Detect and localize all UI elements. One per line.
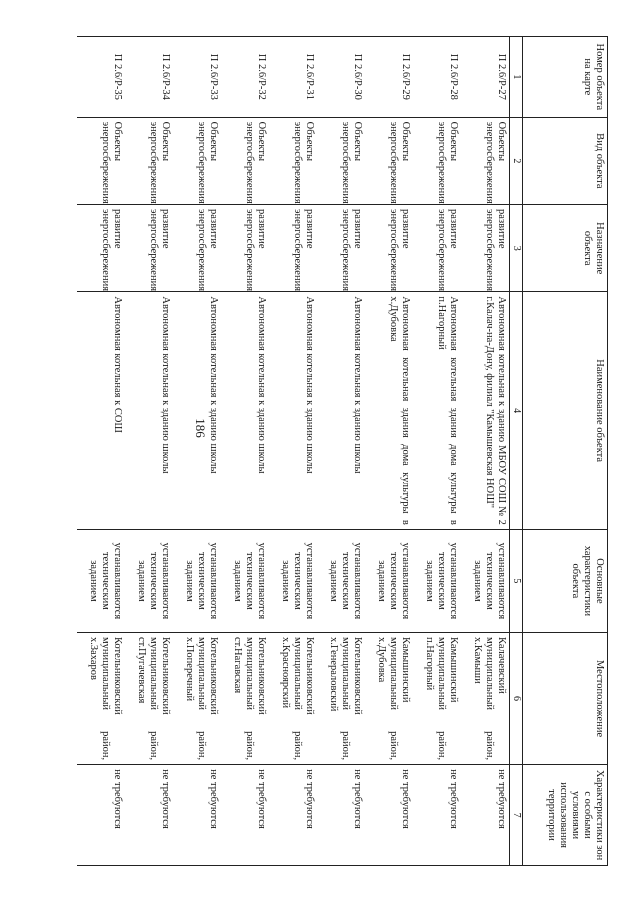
column-number: 2	[510, 117, 523, 204]
cell-type: Объекты энергосбережения	[222, 117, 270, 204]
cell-id: П 2.6/Р-29	[366, 37, 414, 118]
cell-location: Камышинский муниципальный район, п.Нагорный	[414, 632, 462, 764]
table-row	[414, 37, 462, 866]
objects-table	[78, 36, 609, 866]
column-number: 3	[510, 205, 523, 292]
cell-id: П 2.6/Р-35	[78, 37, 126, 118]
cell-name: Автономная котельная к зданию школы	[222, 292, 270, 529]
cell-name: Автономная котельная здания дома культуры в п.Нагорный	[414, 292, 462, 529]
cell-type: Объекты энергосбережения	[126, 117, 174, 204]
cell-id: П 2.6/Р-34	[126, 37, 174, 118]
cell-characteristics: устанавливаются техническим заданием	[462, 529, 511, 632]
cell-characteristics: устанавливаются техническим заданием	[366, 529, 414, 632]
cell-location: Котельниковский муниципальный район, х.Красноярский	[270, 632, 318, 764]
header-location: Местоположение	[523, 632, 608, 764]
cell-type: Объекты энергосбережения	[78, 117, 126, 204]
cell-characteristics: устанавливаются техническим заданием	[222, 529, 270, 632]
header-type: Вид объекта	[523, 117, 608, 204]
cell-name: Автономная котельная к зданию школы	[126, 292, 174, 529]
cell-purpose: развитие энергосбережения	[366, 205, 414, 292]
cell-type: Объекты энергосбережения	[270, 117, 318, 204]
cell-purpose: развитие энергосбережения	[78, 205, 126, 292]
cell-zones: не требуются	[222, 765, 270, 866]
cell-id: П 2.6/Р-27	[462, 37, 511, 118]
cell-characteristics: устанавливаются техническим заданием	[174, 529, 222, 632]
cell-purpose: развитие энергосбережения	[462, 205, 511, 292]
cell-zones: не требуются	[318, 765, 366, 866]
column-numbers-row	[510, 37, 523, 866]
cell-name: Автономная котельная к зданию школы	[174, 292, 222, 529]
cell-characteristics: устанавливаются техническим заданием	[414, 529, 462, 632]
cell-type: Объекты энергосбережения	[366, 117, 414, 204]
table-header-row	[523, 37, 608, 866]
cell-characteristics: устанавливаются техническим заданием	[126, 529, 174, 632]
cell-zones: не требуются	[270, 765, 318, 866]
header-purpose: Назначение объекта	[523, 205, 608, 292]
header-characteristics: Основные характеристики объекта	[523, 529, 608, 632]
cell-purpose: развитие энергосбережения	[318, 205, 366, 292]
cell-type: Объекты энергосбережения	[462, 117, 511, 204]
cell-id: П 2.6/Р-30	[318, 37, 366, 118]
table-row	[462, 37, 511, 866]
table-row	[318, 37, 366, 866]
table-row	[222, 37, 270, 866]
cell-location: Котельниковский муниципальный район, х.Захаров	[78, 632, 126, 764]
cell-purpose: развитие энергосбережения	[270, 205, 318, 292]
cell-location: Камышинский муниципальный район, х.Дубовка	[366, 632, 414, 764]
table-row	[126, 37, 174, 866]
header-number: Номер объекта на карте	[523, 37, 608, 118]
cell-location: Котельниковский муниципальный район, ст.Нагавская	[222, 632, 270, 764]
cell-name: Автономная котельная к СОШ	[78, 292, 126, 529]
table-row	[366, 37, 414, 866]
cell-id: П 2.6/Р-31	[270, 37, 318, 118]
column-number: 7	[510, 765, 523, 866]
cell-type: Объекты энергосбережения	[414, 117, 462, 204]
cell-location: Калачевский муниципальный район, х.Камыши	[462, 632, 511, 764]
cell-zones: не требуются	[414, 765, 462, 866]
cell-id: П 2.6/Р-32	[222, 37, 270, 118]
cell-id: П 2.6/Р-28	[414, 37, 462, 118]
cell-zones: не требуются	[78, 765, 126, 866]
cell-purpose: развитие энергосбережения	[222, 205, 270, 292]
cell-purpose: развитие энергосбережения	[126, 205, 174, 292]
cell-name: Автономная котельная здания дома культуры в х.Дубовка	[366, 292, 414, 529]
header-name: Наименование объекта	[523, 292, 608, 529]
cell-name: Автономная котельная к зданию школы	[270, 292, 318, 529]
cell-zones: не требуются	[462, 765, 511, 866]
table-row	[78, 37, 126, 866]
column-number: 1	[510, 37, 523, 118]
table-row	[270, 37, 318, 866]
cell-characteristics: устанавливаются техническим заданием	[318, 529, 366, 632]
cell-zones: не требуются	[174, 765, 222, 866]
column-number: 6	[510, 632, 523, 764]
cell-characteristics: устанавливаются техническим заданием	[270, 529, 318, 632]
column-number: 5	[510, 529, 523, 632]
page-number: 186	[193, 418, 208, 438]
cell-location: Котельниковский муниципальный район, х.Поперечный	[174, 632, 222, 764]
column-number: 4	[510, 292, 523, 529]
cell-characteristics: устанавливаются техническим заданием	[78, 529, 126, 632]
cell-location: Котельниковский муниципальный район, ст.Пугачевская	[126, 632, 174, 764]
cell-type: Объекты энергосбережения	[174, 117, 222, 204]
cell-name: Автономная котельная к зданию школы	[318, 292, 366, 529]
cell-zones: не требуются	[366, 765, 414, 866]
cell-name: Автономная котельная к зданию МБОУ СОШ № 2 г.Калач-на-Дону, филиал "Камышевская НОШ"	[462, 292, 511, 529]
cell-purpose: развитие энергосбережения	[414, 205, 462, 292]
cell-id: П 2.6/Р-33	[174, 37, 222, 118]
cell-purpose: развитие энергосбережения	[174, 205, 222, 292]
cell-type: Объекты энергосбережения	[318, 117, 366, 204]
cell-location: Котельниковский муниципальный район, х.Генераловский	[318, 632, 366, 764]
cell-zones: не требуются	[126, 765, 174, 866]
table-row	[174, 37, 222, 866]
rotated-table-container	[68, 36, 608, 866]
header-zones: Характеристики зон с особыми условиями использования территории	[523, 765, 608, 866]
